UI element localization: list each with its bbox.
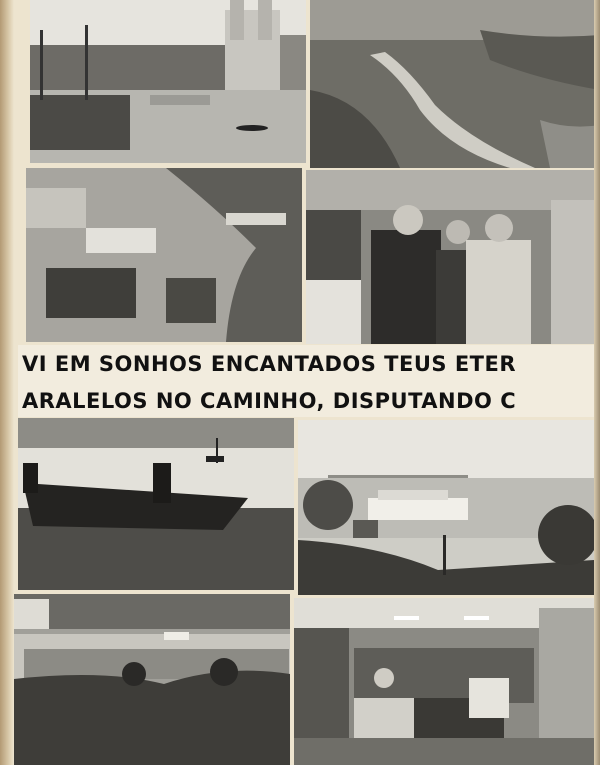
photo-river-road	[310, 0, 600, 168]
photo-officials	[306, 170, 598, 344]
quote-banner	[18, 345, 600, 417]
page-binding	[0, 0, 14, 765]
photo-riverboat	[298, 420, 594, 595]
harbor-church-icon	[30, 0, 306, 163]
page-right-edge	[594, 0, 600, 765]
photo-city-aerial	[26, 168, 302, 342]
store-interior-icon	[294, 598, 594, 765]
photo-harbor-church	[30, 0, 306, 163]
photo-stadium	[14, 594, 290, 765]
banner-line-2: ARALELOS NO CAMINHO, DISPUTANDO C	[22, 389, 517, 413]
city-aerial-icon	[26, 168, 302, 342]
photo-store-interior	[294, 598, 594, 765]
stadium-aerial-icon	[14, 594, 290, 765]
river-road-aerial-icon	[310, 0, 600, 168]
fisherman-canoe-icon	[18, 418, 294, 590]
photo-fisherman	[18, 418, 294, 590]
riverboat-icon	[298, 420, 594, 595]
officials-group-icon	[306, 170, 598, 344]
banner-line-1: VI EM SONHOS ENCANTADOS TEUS ETER	[22, 352, 517, 376]
